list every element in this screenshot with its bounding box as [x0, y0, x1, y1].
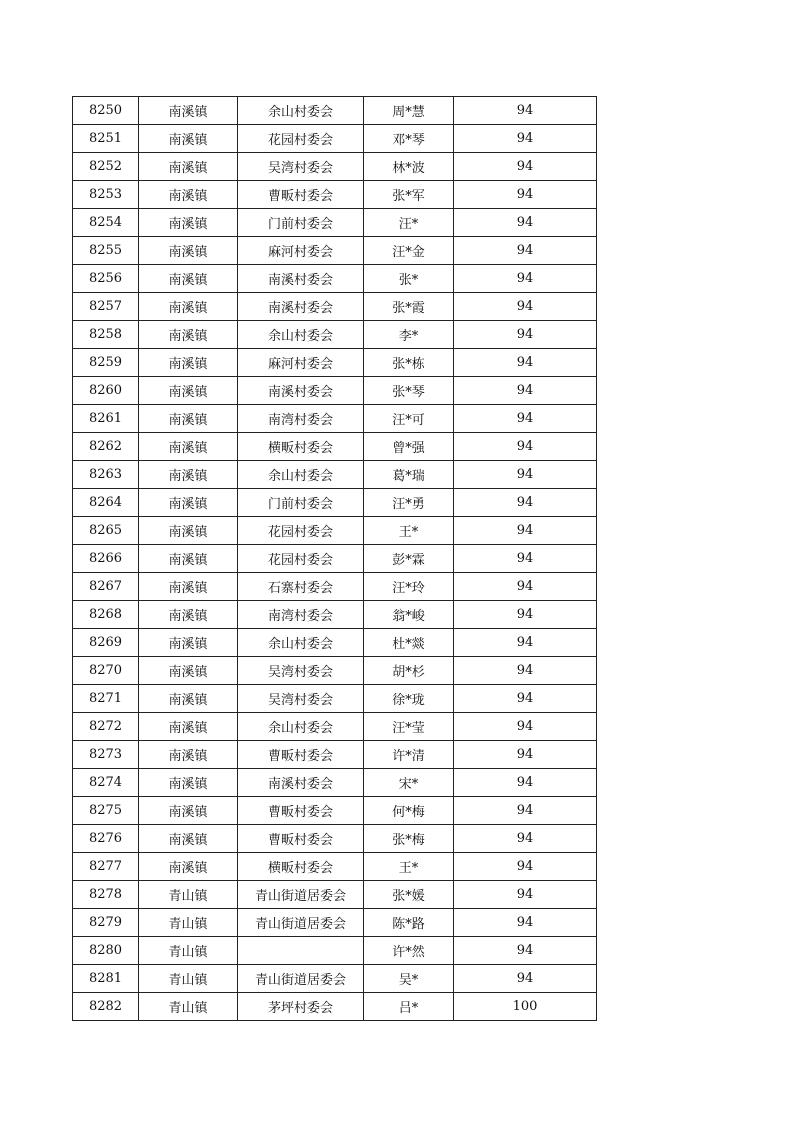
- town-cell: 南溪镇: [139, 349, 238, 377]
- table-row: [73, 881, 597, 909]
- record-number-cell: 8268: [73, 601, 139, 629]
- score-cell: 94: [454, 601, 597, 629]
- record-number-cell: 8263: [73, 461, 139, 489]
- person-name-cell: 张*: [364, 265, 454, 293]
- town-cell: 南溪镇: [139, 629, 238, 657]
- village-committee-cell: 麻河村委会: [238, 349, 364, 377]
- table-row: [73, 825, 597, 853]
- table-row: [73, 349, 597, 377]
- table-row: [73, 909, 597, 937]
- roster-table-body: [73, 97, 597, 1021]
- record-number-cell: 8264: [73, 489, 139, 517]
- score-cell: 100: [454, 993, 597, 1021]
- village-committee-cell: 余山村委会: [238, 461, 364, 489]
- table-row: [73, 629, 597, 657]
- person-name-cell: 汪*可: [364, 405, 454, 433]
- table-row: [73, 321, 597, 349]
- score-cell: 94: [454, 573, 597, 601]
- score-cell: 94: [454, 433, 597, 461]
- score-cell: 94: [454, 293, 597, 321]
- score-cell: 94: [454, 937, 597, 965]
- village-committee-cell: 南溪村委会: [238, 293, 364, 321]
- table-row: [73, 657, 597, 685]
- record-number-cell: 8275: [73, 797, 139, 825]
- village-committee-cell: 南溪村委会: [238, 377, 364, 405]
- table-row: [73, 405, 597, 433]
- town-cell: 南溪镇: [139, 181, 238, 209]
- record-number-cell: 8276: [73, 825, 139, 853]
- person-name-cell: 杜*燚: [364, 629, 454, 657]
- record-number-cell: 8256: [73, 265, 139, 293]
- town-cell: 南溪镇: [139, 461, 238, 489]
- person-name-cell: 汪*玲: [364, 573, 454, 601]
- village-committee-cell: 横畈村委会: [238, 853, 364, 881]
- town-cell: 南溪镇: [139, 685, 238, 713]
- score-cell: 94: [454, 181, 597, 209]
- village-committee-cell: 门前村委会: [238, 209, 364, 237]
- town-cell: 南溪镇: [139, 853, 238, 881]
- record-number-cell: 8279: [73, 909, 139, 937]
- person-name-cell: 张*琴: [364, 377, 454, 405]
- record-number-cell: 8257: [73, 293, 139, 321]
- person-name-cell: 曾*强: [364, 433, 454, 461]
- person-name-cell: 胡*杉: [364, 657, 454, 685]
- score-cell: 94: [454, 209, 597, 237]
- person-name-cell: 张*梅: [364, 825, 454, 853]
- village-committee-cell: [238, 937, 364, 965]
- score-cell: 94: [454, 853, 597, 881]
- town-cell: 南溪镇: [139, 657, 238, 685]
- town-cell: 南溪镇: [139, 517, 238, 545]
- person-name-cell: 林*波: [364, 153, 454, 181]
- record-number-cell: 8253: [73, 181, 139, 209]
- town-cell: 南溪镇: [139, 293, 238, 321]
- score-cell: 94: [454, 125, 597, 153]
- town-cell: 青山镇: [139, 965, 238, 993]
- record-number-cell: 8269: [73, 629, 139, 657]
- person-name-cell: 徐*珑: [364, 685, 454, 713]
- town-cell: 南溪镇: [139, 489, 238, 517]
- table-row: [73, 209, 597, 237]
- village-committee-cell: 石寨村委会: [238, 573, 364, 601]
- table-row: [73, 853, 597, 881]
- score-cell: 94: [454, 97, 597, 125]
- table-row: [73, 433, 597, 461]
- table-row: [73, 937, 597, 965]
- record-number-cell: 8250: [73, 97, 139, 125]
- village-committee-cell: 青山街道居委会: [238, 909, 364, 937]
- town-cell: 青山镇: [139, 937, 238, 965]
- score-cell: 94: [454, 909, 597, 937]
- village-committee-cell: 横畈村委会: [238, 433, 364, 461]
- person-name-cell: 李*: [364, 321, 454, 349]
- record-number-cell: 8282: [73, 993, 139, 1021]
- score-cell: 94: [454, 629, 597, 657]
- person-name-cell: 彭*霖: [364, 545, 454, 573]
- town-cell: 南溪镇: [139, 545, 238, 573]
- table-row: [73, 153, 597, 181]
- score-cell: 94: [454, 797, 597, 825]
- town-cell: 南溪镇: [139, 265, 238, 293]
- town-cell: 南溪镇: [139, 153, 238, 181]
- person-name-cell: 邓*琴: [364, 125, 454, 153]
- person-name-cell: 汪*勇: [364, 489, 454, 517]
- village-committee-cell: 花园村委会: [238, 517, 364, 545]
- village-committee-cell: 麻河村委会: [238, 237, 364, 265]
- village-committee-cell: 南溪村委会: [238, 769, 364, 797]
- village-committee-cell: 茅坪村委会: [238, 993, 364, 1021]
- village-committee-cell: 南湾村委会: [238, 405, 364, 433]
- score-cell: 94: [454, 489, 597, 517]
- village-committee-cell: 吴湾村委会: [238, 657, 364, 685]
- record-number-cell: 8254: [73, 209, 139, 237]
- town-cell: 南溪镇: [139, 209, 238, 237]
- record-number-cell: 8277: [73, 853, 139, 881]
- person-name-cell: 张*栋: [364, 349, 454, 377]
- record-number-cell: 8251: [73, 125, 139, 153]
- village-committee-cell: 曹畈村委会: [238, 741, 364, 769]
- village-committee-cell: 余山村委会: [238, 629, 364, 657]
- score-cell: 94: [454, 237, 597, 265]
- person-name-cell: 张*军: [364, 181, 454, 209]
- village-committee-cell: 南湾村委会: [238, 601, 364, 629]
- village-committee-cell: 吴湾村委会: [238, 685, 364, 713]
- score-cell: 94: [454, 321, 597, 349]
- score-cell: 94: [454, 377, 597, 405]
- record-number-cell: 8262: [73, 433, 139, 461]
- table-row: [73, 461, 597, 489]
- person-name-cell: 许*清: [364, 741, 454, 769]
- table-row: [73, 573, 597, 601]
- table-row: [73, 993, 597, 1021]
- record-number-cell: 8281: [73, 965, 139, 993]
- table-row: [73, 489, 597, 517]
- person-name-cell: 许*然: [364, 937, 454, 965]
- roster-table: [72, 96, 597, 1021]
- village-committee-cell: 曹畈村委会: [238, 181, 364, 209]
- table-row: [73, 97, 597, 125]
- score-cell: 94: [454, 545, 597, 573]
- score-cell: 94: [454, 825, 597, 853]
- town-cell: 南溪镇: [139, 713, 238, 741]
- table-row: [73, 741, 597, 769]
- table-row: [73, 713, 597, 741]
- record-number-cell: 8252: [73, 153, 139, 181]
- record-number-cell: 8261: [73, 405, 139, 433]
- record-number-cell: 8271: [73, 685, 139, 713]
- village-committee-cell: 吴湾村委会: [238, 153, 364, 181]
- town-cell: 南溪镇: [139, 321, 238, 349]
- table-row: [73, 181, 597, 209]
- record-number-cell: 8255: [73, 237, 139, 265]
- score-cell: 94: [454, 349, 597, 377]
- town-cell: 南溪镇: [139, 825, 238, 853]
- table-row: [73, 377, 597, 405]
- town-cell: 青山镇: [139, 881, 238, 909]
- town-cell: 南溪镇: [139, 769, 238, 797]
- person-name-cell: 周*慧: [364, 97, 454, 125]
- village-committee-cell: 曹畈村委会: [238, 797, 364, 825]
- score-cell: 94: [454, 741, 597, 769]
- village-committee-cell: 余山村委会: [238, 713, 364, 741]
- table-row: [73, 685, 597, 713]
- person-name-cell: 翁*峻: [364, 601, 454, 629]
- record-number-cell: 8267: [73, 573, 139, 601]
- record-number-cell: 8273: [73, 741, 139, 769]
- village-committee-cell: 花园村委会: [238, 125, 364, 153]
- village-committee-cell: 花园村委会: [238, 545, 364, 573]
- town-cell: 南溪镇: [139, 377, 238, 405]
- town-cell: 南溪镇: [139, 125, 238, 153]
- table-row: [73, 601, 597, 629]
- town-cell: 南溪镇: [139, 97, 238, 125]
- person-name-cell: 汪*金: [364, 237, 454, 265]
- village-committee-cell: 南溪村委会: [238, 265, 364, 293]
- person-name-cell: 吕*: [364, 993, 454, 1021]
- town-cell: 青山镇: [139, 993, 238, 1021]
- person-name-cell: 葛*瑞: [364, 461, 454, 489]
- record-number-cell: 8259: [73, 349, 139, 377]
- score-cell: 94: [454, 405, 597, 433]
- person-name-cell: 张*媛: [364, 881, 454, 909]
- record-number-cell: 8278: [73, 881, 139, 909]
- score-cell: 94: [454, 657, 597, 685]
- score-cell: 94: [454, 769, 597, 797]
- town-cell: 青山镇: [139, 909, 238, 937]
- person-name-cell: 王*: [364, 853, 454, 881]
- person-name-cell: 汪*: [364, 209, 454, 237]
- town-cell: 南溪镇: [139, 797, 238, 825]
- table-row: [73, 237, 597, 265]
- person-name-cell: 王*: [364, 517, 454, 545]
- person-name-cell: 宋*: [364, 769, 454, 797]
- score-cell: 94: [454, 461, 597, 489]
- village-committee-cell: 青山街道居委会: [238, 965, 364, 993]
- table-row: [73, 125, 597, 153]
- town-cell: 南溪镇: [139, 573, 238, 601]
- village-committee-cell: 青山街道居委会: [238, 881, 364, 909]
- record-number-cell: 8266: [73, 545, 139, 573]
- table-row: [73, 293, 597, 321]
- village-committee-cell: 余山村委会: [238, 321, 364, 349]
- score-cell: 94: [454, 517, 597, 545]
- town-cell: 南溪镇: [139, 433, 238, 461]
- town-cell: 南溪镇: [139, 237, 238, 265]
- person-name-cell: 陈*路: [364, 909, 454, 937]
- record-number-cell: 8260: [73, 377, 139, 405]
- score-cell: 94: [454, 153, 597, 181]
- person-name-cell: 吴*: [364, 965, 454, 993]
- score-cell: 94: [454, 881, 597, 909]
- score-cell: 94: [454, 965, 597, 993]
- score-cell: 94: [454, 685, 597, 713]
- record-number-cell: 8272: [73, 713, 139, 741]
- score-cell: 94: [454, 713, 597, 741]
- person-name-cell: 张*霞: [364, 293, 454, 321]
- village-committee-cell: 门前村委会: [238, 489, 364, 517]
- record-number-cell: 8265: [73, 517, 139, 545]
- village-committee-cell: 曹畈村委会: [238, 825, 364, 853]
- table-row: [73, 769, 597, 797]
- table-row: [73, 545, 597, 573]
- table-row: [73, 965, 597, 993]
- score-cell: 94: [454, 265, 597, 293]
- person-name-cell: 汪*莹: [364, 713, 454, 741]
- person-name-cell: 何*梅: [364, 797, 454, 825]
- record-number-cell: 8258: [73, 321, 139, 349]
- village-committee-cell: 余山村委会: [238, 97, 364, 125]
- record-number-cell: 8270: [73, 657, 139, 685]
- record-number-cell: 8274: [73, 769, 139, 797]
- town-cell: 南溪镇: [139, 405, 238, 433]
- record-number-cell: 8280: [73, 937, 139, 965]
- table-row: [73, 797, 597, 825]
- town-cell: 南溪镇: [139, 601, 238, 629]
- town-cell: 南溪镇: [139, 741, 238, 769]
- table-row: [73, 517, 597, 545]
- table-row: [73, 265, 597, 293]
